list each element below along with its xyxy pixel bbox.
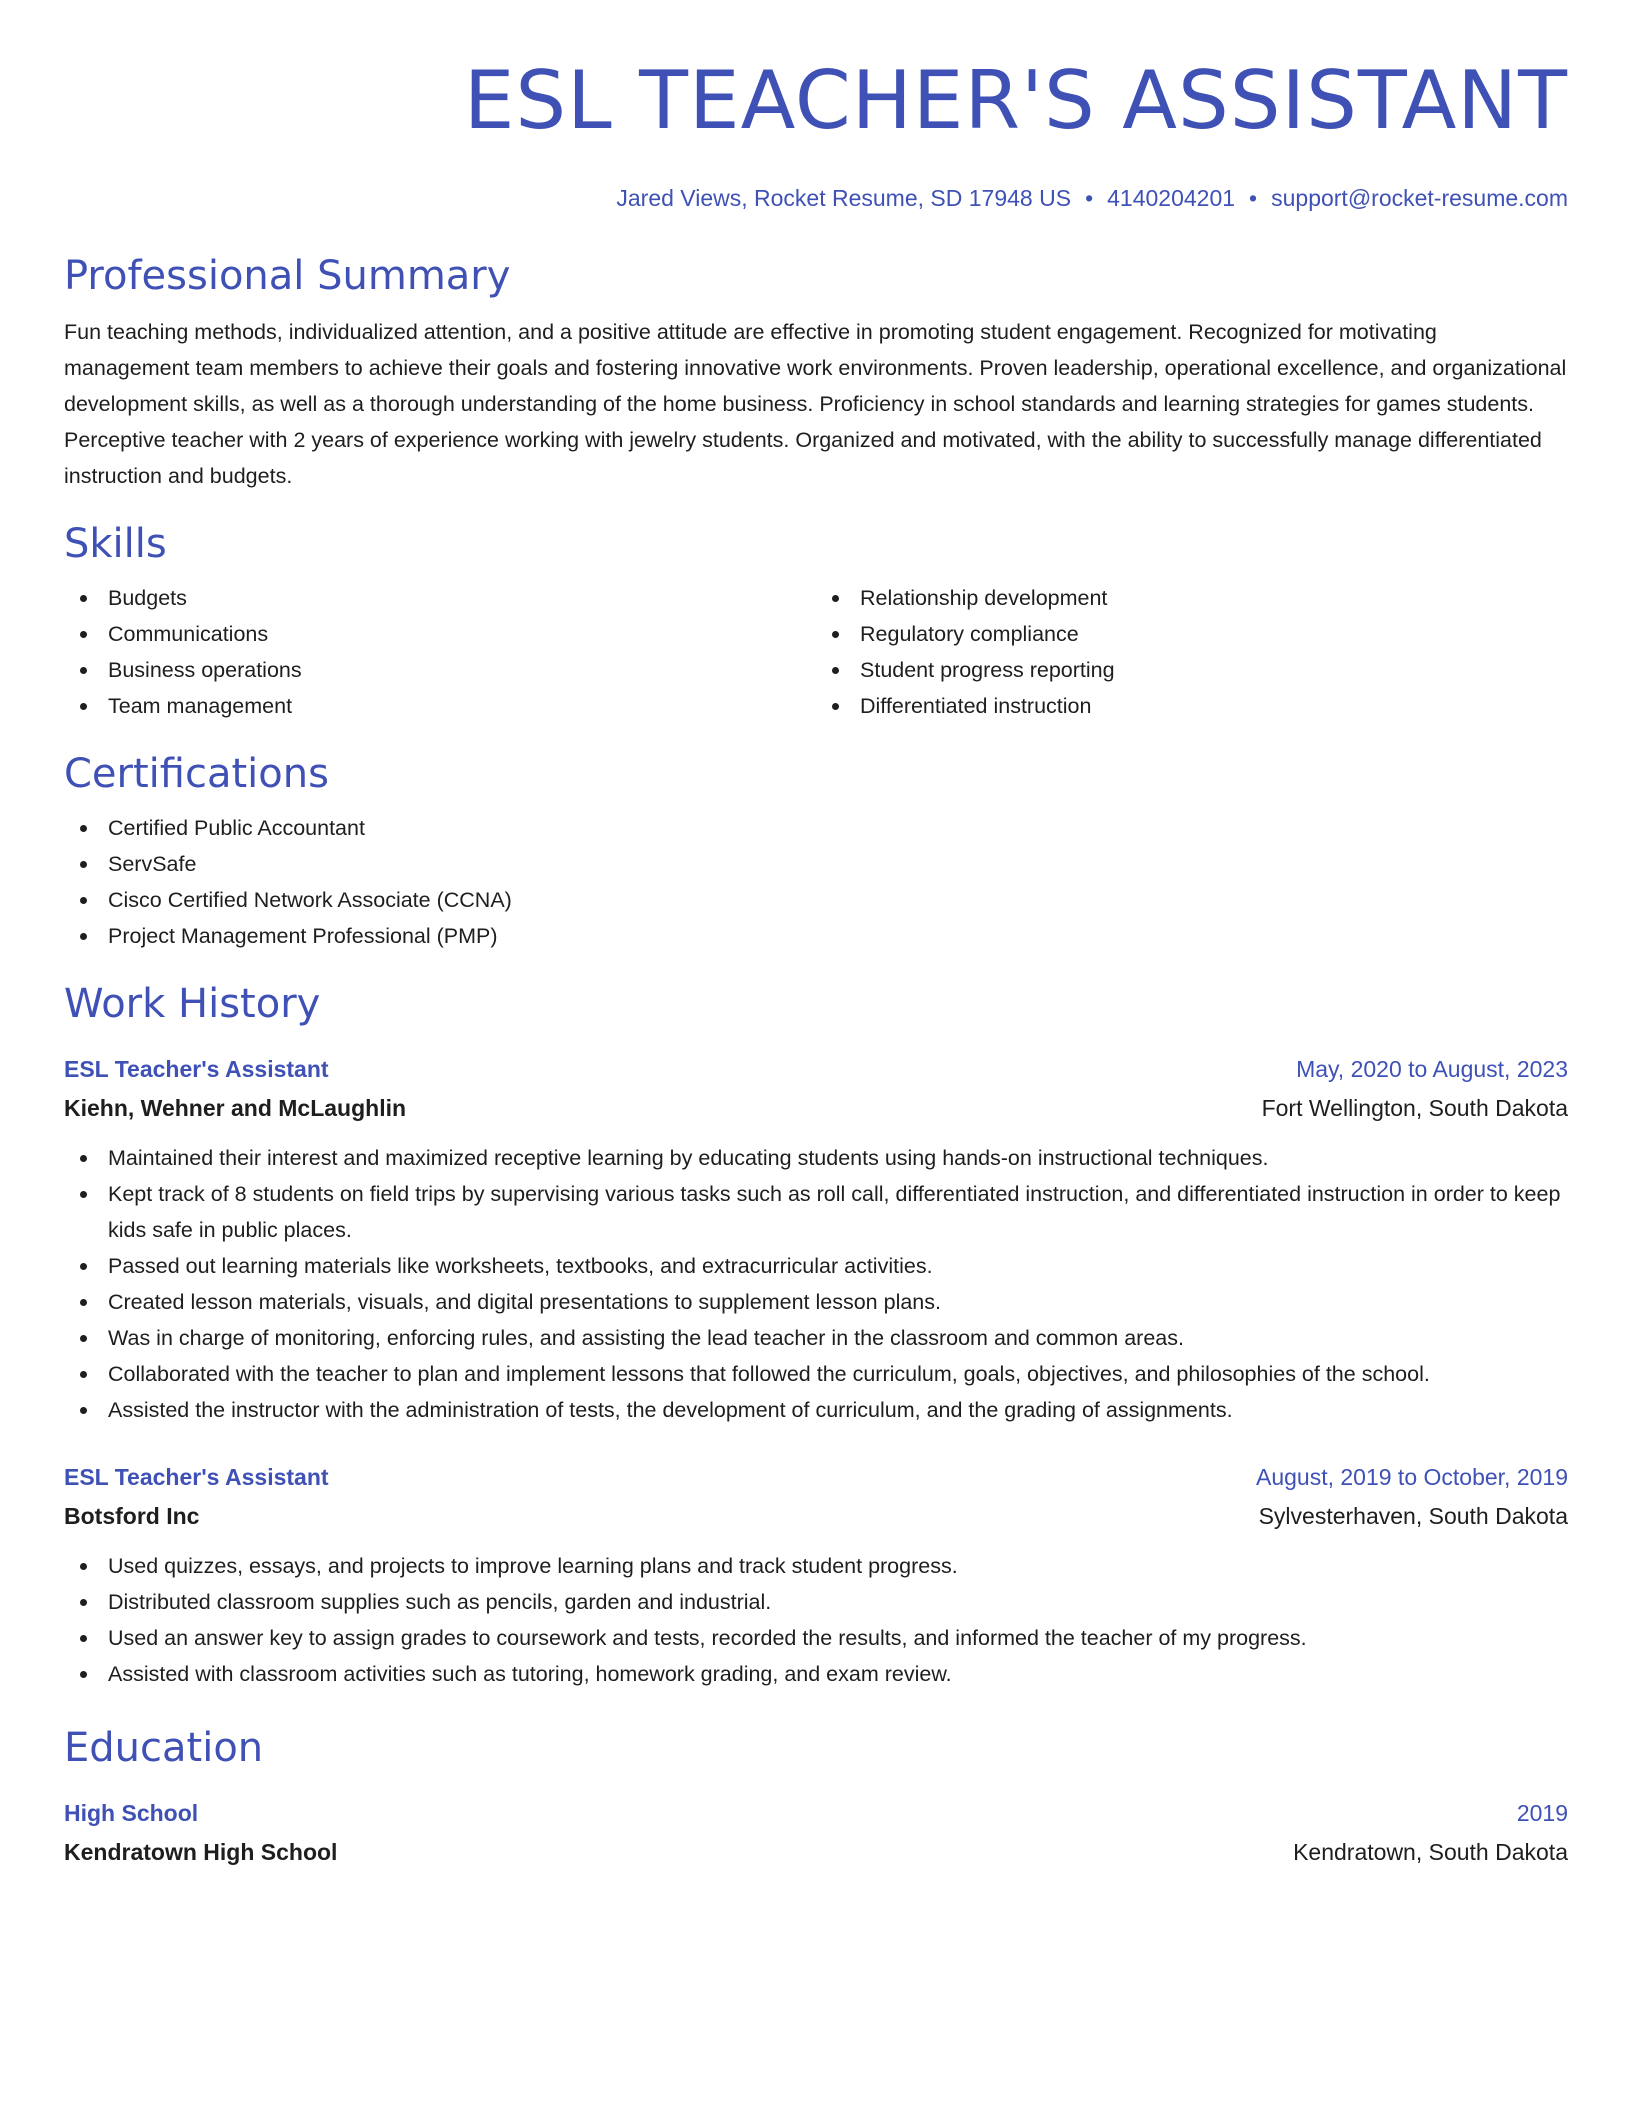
job-bullet: Assisted with classroom activities such as tutoring, homework grading, and exam review. [108, 1656, 1568, 1692]
skill-item: Budgets [108, 580, 816, 616]
job-company-row [64, 1496, 1568, 1536]
certification-item: Cisco Certified Network Associate (CCNA) [108, 882, 1568, 918]
job-title: ESL Teacher's Assistant [64, 1464, 329, 1490]
skill-item: Business operations [108, 652, 816, 688]
contact-address: Jared Views, Rocket Resume, SD 17948 US [616, 185, 1072, 211]
job-company: Botsford Inc [64, 1503, 200, 1529]
work-history-heading: Work History [64, 981, 321, 1027]
job-bullet: Kept track of 8 students on field trips by supervising various tasks such as roll call, differentiated instruction, and differentiated instruction in order to keep kids safe in public places. [108, 1176, 1568, 1248]
skill-item: Communications [108, 616, 816, 652]
job-bullet: Was in charge of monitoring, enforcing rules, and assisting the lead teacher in the classroom and common areas. [108, 1320, 1568, 1356]
skills-column-right [816, 580, 1568, 724]
education-year: 2019 [1516, 1800, 1568, 1826]
job-bullets [64, 1548, 1568, 1692]
contact-phone: 4140204201 [1107, 185, 1236, 211]
skill-item: Team management [108, 688, 816, 724]
contact-separator: • [1249, 185, 1258, 211]
skill-item: Differentiated instruction [860, 688, 1568, 724]
certification-item: Certified Public Accountant [108, 810, 1568, 846]
summary-heading: Professional Summary [64, 253, 511, 299]
job-bullet: Used an answer key to assign grades to coursework and tests, recorded the results, and informed the teacher of my progress. [108, 1620, 1568, 1656]
education-location: Kendratown, South Dakota [1293, 1839, 1568, 1865]
job-bullet: Created lesson materials, visuals, and digital presentations to supplement lesson plans. [108, 1284, 1568, 1320]
education-school: Kendratown High School [64, 1839, 338, 1865]
contact-line [64, 182, 1568, 214]
job-title: ESL Teacher's Assistant [64, 1056, 329, 1082]
skills-column-left [64, 580, 816, 724]
contact-separator: • [1085, 185, 1094, 211]
job-bullets [64, 1140, 1568, 1428]
education-header-row [64, 1794, 1568, 1832]
job-bullet: Passed out learning materials like worksheets, textbooks, and extracurricular activities. [108, 1248, 1568, 1284]
summary-text: Fun teaching methods, individualized attention, and a positive attitude are effective in promoting student engagement. Recognized for motivating management team members to achieve their goals and fostering innovative work environments. Proven leadership, operational excellence, and organizational development skills, as well as a thorough understanding of the home business. Proficiency in school standards and learning strategies for games students. Perceptive teacher with 2 years of experience working with jewelry students. Organized and motivated, with the ability to successfully manage differentiated instruction and budgets. [64, 320, 1567, 488]
skills-heading: Skills [64, 521, 167, 567]
certification-item: ServSafe [108, 846, 1568, 882]
contact-email: support@rocket-resume.com [1271, 185, 1568, 211]
job-header-row [64, 1050, 1568, 1088]
job-bullet: Assisted the instructor with the administration of tests, the development of curriculum, and the grading of assignments. [108, 1392, 1568, 1428]
job-company-row [64, 1088, 1568, 1128]
certifications-heading: Certifications [64, 751, 329, 797]
education-school-row [64, 1832, 1568, 1872]
job-location: Fort Wellington, South Dakota [1261, 1095, 1568, 1121]
certification-item: Project Management Professional (PMP) [108, 918, 1568, 954]
job-dates: August, 2019 to October, 2019 [1255, 1464, 1568, 1490]
job-bullet: Used quizzes, essays, and projects to improve learning plans and track student progress. [108, 1548, 1568, 1584]
skills-list [64, 580, 1568, 724]
skill-item: Regulatory compliance [860, 616, 1568, 652]
education-degree: High School [64, 1800, 199, 1826]
resume-header [64, 52, 1568, 214]
skill-item: Student progress reporting [860, 652, 1568, 688]
education-heading: Education [64, 1725, 264, 1771]
education-entry [64, 1794, 1568, 1872]
job-header-row [64, 1458, 1568, 1496]
job-company: Kiehn, Wehner and McLaughlin [64, 1095, 407, 1121]
certifications-list [64, 810, 1568, 954]
job-dates: May, 2020 to August, 2023 [1296, 1056, 1568, 1082]
job-entry [64, 1458, 1568, 1692]
job-entry [64, 1050, 1568, 1428]
job-bullet: Collaborated with the teacher to plan and implement lessons that followed the curriculum, goals, objectives, and philosophies of the school. [108, 1356, 1568, 1392]
job-bullet: Maintained their interest and maximized receptive learning by educating students using hands-on instructional techniques. [108, 1140, 1568, 1176]
skill-item: Relationship development [860, 580, 1568, 616]
resume-name-title: ESL TEACHER'S ASSISTANT [463, 54, 1568, 147]
job-bullet: Distributed classroom supplies such as pencils, garden and industrial. [108, 1584, 1568, 1620]
job-location: Sylvesterhaven, South Dakota [1258, 1503, 1568, 1529]
